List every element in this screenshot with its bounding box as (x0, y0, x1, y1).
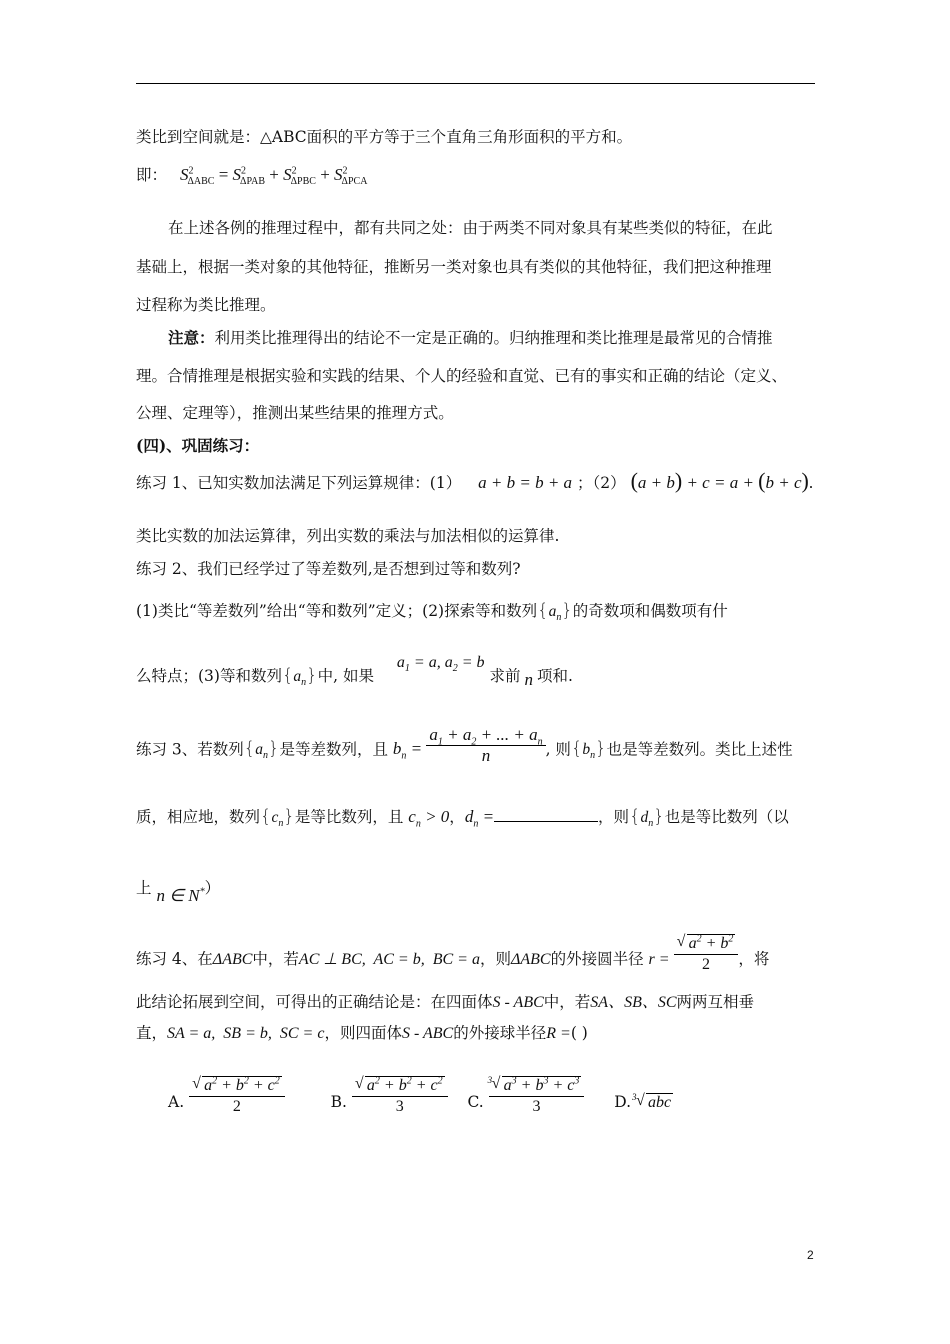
exercise4-text-k: 的外接球半径 (453, 1024, 547, 1042)
seq-c-n: $\{c_n\}$ (260, 806, 295, 830)
note-label: 注意： (168, 328, 215, 347)
exercise4-line1 (136, 933, 770, 975)
seq-a-n: $\{a_n\}$ (537, 600, 573, 624)
var-n: n (524, 670, 533, 689)
edges-sa-sb-sc: SA、SB、SC (590, 994, 677, 1011)
area-formula-line (136, 164, 367, 186)
triangle-abc-2: ΔABC (510, 951, 551, 969)
option-c-expr[interactable]: 3 √ $a^3 + b^3 + c^3$ 3 (489, 1094, 585, 1111)
exercise1-line1 (136, 470, 813, 494)
edge-lengths: SA = a, SB = b, SC = c (167, 1025, 325, 1042)
area-formula: $S^2_{\Delta ABC} = S^2_{\Delta PAB} + S^2_{\Delta PBC} + S^2_{\Delta PCA}$ (179, 165, 368, 188)
exercise2-text-b: 的奇数项和偶数项有什 (572, 602, 728, 620)
exercise3-line1 (136, 725, 793, 766)
seq-d-n: $\{d_n\}$ (629, 806, 665, 830)
option-b-label[interactable]: B. (330, 1093, 347, 1112)
exercise3-text-h: 也是等比数列（以 (664, 808, 789, 826)
exercise4-line3 (136, 1022, 588, 1045)
option-a-expr[interactable]: √ $a^2 + b^2 + c^2$ 2 (189, 1094, 285, 1111)
c-n-positive: $c_n > 0$ (408, 807, 450, 830)
header-rule (136, 83, 815, 84)
exercise3-text-g: ，则 (598, 808, 630, 826)
exercise4-text-d: 的外接圆半径 (550, 950, 644, 969)
exercise2-text-f: 项和. (536, 667, 573, 685)
perp-condition: AC ⊥ BC, AC = b, BC = a (298, 951, 480, 969)
tetrahedron-s-abc-2: S - ABC (401, 1025, 454, 1042)
seq-a-n-3: $\{a_n\}$ (243, 738, 280, 762)
exercise3-text-i: 上 (136, 879, 152, 897)
exercise2-text-d: 中, 如果 (317, 667, 374, 685)
exercise3-text-f: 是等比数列，且 (294, 808, 404, 826)
page-number: 2 (807, 1248, 814, 1262)
n-in-natural: n ∈ N* (156, 886, 205, 905)
definition-para-line2: 基础上，根据一类对象的其他特征，推断另一类对象也具有类似的其他特征，我们把这种推理 (136, 258, 772, 276)
exercise3-text-b: 是等差数列，且 (279, 740, 388, 759)
exercise2-line1: 练习 2、我们已经学过了等差数列,是否想到过等和数列? (136, 560, 521, 578)
exercise4-text-a: 练习 4、在 (136, 950, 213, 969)
section-heading: (四)、巩固练习： (136, 436, 260, 455)
note-para-line2: 理。合情推理是根据实验和实践的结果、个人的经验和直觉、已有的事实和正确的结论（定义、 (136, 367, 788, 385)
option-d-expr[interactable]: 3 √ abc (631, 1092, 672, 1112)
tetrahedron-s-abc: S - ABC (492, 994, 544, 1011)
note-para-line1 (168, 327, 773, 349)
circumradius-formula: r = √ $a^2 + b^2$ 2 (649, 951, 739, 968)
option-b-expr[interactable]: √ $a^2 + b^2 + c^2$ 3 (352, 1094, 448, 1111)
commutative-law: a + b = b + a (478, 473, 573, 492)
seq-b-n: $\{b_n\}$ (570, 738, 607, 762)
sphere-radius-r: R = (546, 1025, 571, 1042)
exercise1-prefix: 练习 1、已知实数加法满足下列运算规律：(1） (136, 474, 462, 492)
exercise4-text-i: 直， (136, 1024, 168, 1042)
analogy-space-text: 类比到空间就是：△ABC面积的平方等于三个直角三角形面积的平方和。 (136, 128, 633, 146)
exercise3-line3 (136, 877, 221, 905)
ji-label: 即： (136, 166, 168, 184)
note-para-line3: 公理、定理等），推测出某些结果的推理方式。 (136, 404, 454, 422)
exercise3-text-e: 质，相应地，数列 (136, 808, 261, 826)
definition-para-line3: 过程称为类比推理。 (136, 296, 276, 314)
answer-options (168, 1075, 673, 1117)
exercise4-text-f: 此结论拓展到空间，可得出的正确结论是：在四面体 (136, 993, 493, 1011)
exercise4-text-b: 中，若 (252, 950, 299, 969)
exercise2-text-c: 么特点；(3)等和数列 (136, 667, 282, 685)
option-d-label[interactable]: D. (614, 1093, 632, 1112)
option-a-label[interactable]: A. (168, 1093, 185, 1112)
answer-parentheses[interactable]: ( ) (570, 1024, 588, 1042)
exercise1-line2: 类比实数的加法运算律，列出实数的乘法与加法相似的运算律. (136, 527, 560, 545)
exercise4-text-h: 两两互相垂 (676, 993, 755, 1011)
exercise4-text-g: 中，若 (543, 993, 591, 1011)
exercise3-text-a: 练习 3、若数列 (136, 740, 244, 759)
exercise3-line2: 质，相应地，数列$\{c_n\}$是等比数列，且 $c_n > 0$，$d_n$ = ，则$\{d_n\}$也是等比数列（以 (136, 806, 789, 830)
d-n-var: $d_n$ = (464, 807, 495, 830)
note-text: 利用类比推理得出的结论不一定是正确的。归纳推理和类比推理是最常见的合情推 (214, 329, 773, 347)
exercise2-text-a: (1)类比“等差数列”给出“等和数列”定义；(2)探索等和数列 (136, 602, 538, 620)
exercise3-text-c: , 则 (545, 740, 571, 759)
exercise1-mid: ；（2） (577, 474, 626, 492)
answer-blank[interactable] (494, 807, 598, 822)
exercise4-line2 (136, 991, 754, 1014)
exercise2-line2 (136, 600, 728, 623)
exercise2-line3 (136, 654, 573, 689)
exercise3-text-j: ） (204, 879, 221, 897)
exercise4-text-c: ，则 (479, 950, 511, 969)
exercise4-text-j: ，则四面体 (324, 1024, 402, 1042)
triangle-abc: ΔABC (212, 951, 253, 969)
exercise2-text-e: 求前 (489, 667, 521, 685)
condition-a1-a2: $a_1 = a$, $a_2 = b$ (396, 654, 485, 675)
b-n-formula: $b_n$ = $\frac{a_1 + a_2 + ... + a_n}{n}$ (393, 739, 546, 758)
seq-a-n-2: $\{a_n\}$ (281, 665, 318, 689)
definition-para-line1: 在上述各例的推理过程中，都有共同之处：由于两类不同对象具有某些类似的特征，在此 (168, 219, 773, 237)
exercise3-text-d: 也是等差数列。类比上述性 (606, 740, 793, 759)
exercise4-text-e: ，将 (738, 950, 770, 969)
associative-law: (a + b) + c = a + (b + c). (630, 468, 814, 493)
option-c-label[interactable]: C. (467, 1093, 484, 1112)
